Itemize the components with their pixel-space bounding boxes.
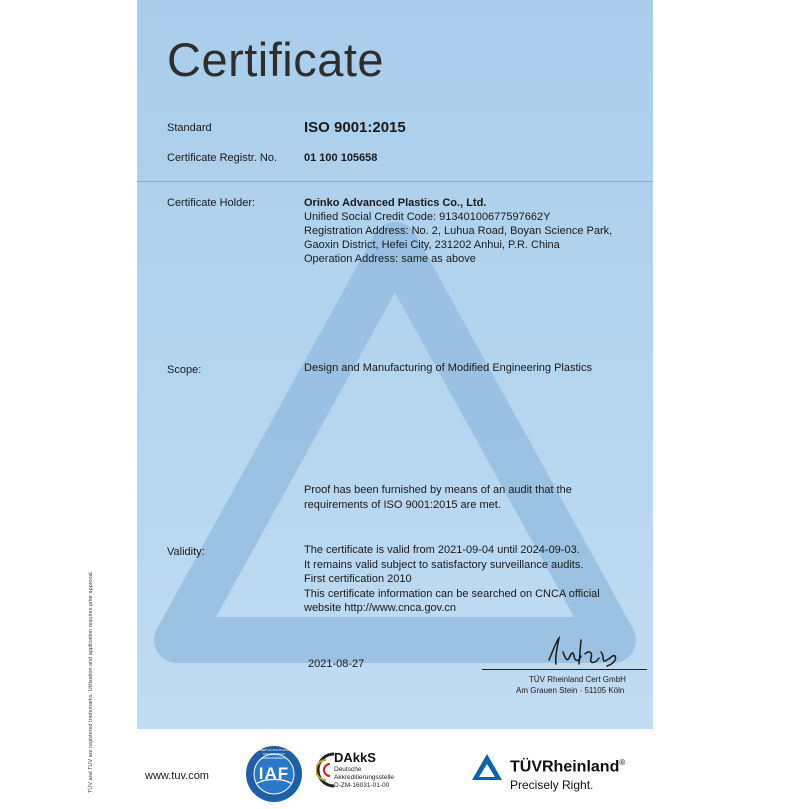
tuv-brand [510,758,625,776]
tuv-slogan: Precisely Right. [510,778,594,792]
holder-line: Gaoxin District, Hefei City, 231202 Anhui, P.R. China [304,239,560,251]
issuer-name: TÜV Rheinland Cert GmbH [529,675,626,684]
audit-line: Proof has been furnished by means of an audit that the [304,484,572,496]
dakks-line: Akkreditierungsstelle [334,774,394,781]
registr-label: Certificate Registr. No. [167,152,278,164]
issue-date: 2021-08-27 [308,658,365,670]
tuv-brand-text: TÜVRheinland [510,758,620,776]
validity-line: This certificate information can be searched on CNCA official [304,588,600,600]
holder-line: Unified Social Credit Code: 91340100677597662Y [304,211,551,223]
dakks-line: D-ZM-16031-01-00 [334,782,390,789]
standard-value: ISO 9001:2015 [304,119,406,136]
scope-value: Design and Manufacturing of Modified Engineering Plastics [304,362,592,374]
signature-icon [541,630,631,672]
tuv-triangle-icon [470,752,504,782]
iaf-ring-text: MEMBER OF MULTILATERAL RECOGNITION ARRANGEMENT [253,748,295,760]
holder-line: Registration Address: No. 2, Luhua Road, Boyan Science Park, [304,225,613,237]
validity-line: The certificate is valid from 2021-09-04 until 2024-09-03. [304,544,580,556]
certificate-title: Certificate [167,33,385,86]
dakks-name: DAkkS [334,750,376,765]
audit-line: requirements of ISO 9001:2015 are met. [304,499,501,511]
trademark-side-note: TÜV and TUV are registered trademarks. Utilisation and application requires prior approval. [88,570,94,793]
signature-line [482,669,647,670]
dakks-line: Deutsche [334,766,362,773]
validity-label: Validity: [167,546,205,558]
registr-value: 01 100 105658 [304,152,378,164]
holder-line: Operation Address: same as above [304,253,476,265]
holder-label: Certificate Holder: [167,197,256,209]
footer-website[interactable]: www.tuv.com [145,770,209,782]
validity-line: It remains valid subject to satisfactory surveillance audits. [304,559,584,571]
iaf-text: IAF [258,764,290,783]
tuv-rheinland-logo [470,750,650,796]
holder-name: Orinko Advanced Plastics Co., Ltd. [304,197,487,209]
validity-line: website http://www.cnca.gov.cn [304,602,457,614]
scope-label: Scope: [167,364,202,376]
standard-label: Standard [167,122,212,134]
iaf-logo [244,744,304,804]
dakks-logo [316,746,416,798]
certificate-panel [137,0,653,729]
validity-line: First certification 2010 [304,573,412,585]
issuer-address: Am Grauen Stein · 51105 Köln [516,686,625,695]
header-divider [137,181,653,182]
tuv-registered-mark: ® [619,758,626,767]
